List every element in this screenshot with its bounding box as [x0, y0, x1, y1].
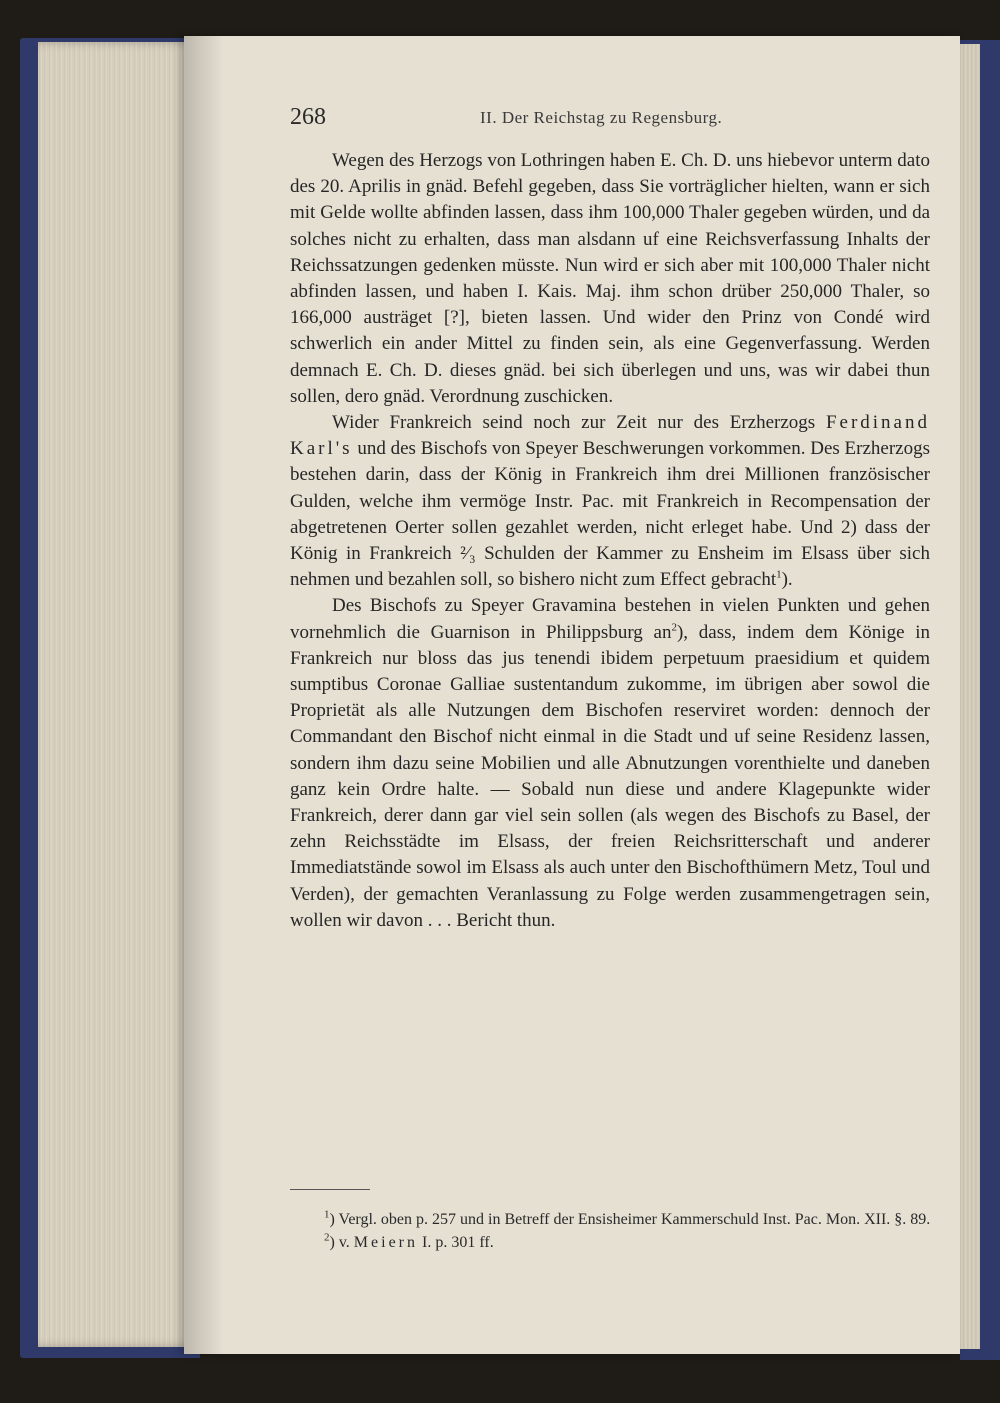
- fraction: ²⁄₃: [460, 543, 476, 565]
- footnote-mark-1: 1: [324, 1208, 330, 1221]
- paragraph-lothringen: Wegen des Herzogs von Lothringen haben E. Ch. D. uns hiebevor unterm dato des 20. Aprilis in gnäd. Befehl gegeben, dass Sie vorträglicher hielten, wann er sich mit Gelde wollte abfinden lassen, dass ihm 100,000 Thaler gegeben würden, und da solches nicht zu erhalten, dass man alsdann uf eine Reichsverfassung Inhalts der Reichssatzungen gedenken müsste. Nun wird er sich aber mit 100,000 Thaler nicht abfinden lassen, und haben I. Kais. Maj. ihm schon drüber 250,000 Thaler, so 166,000 austräget [?], bieten lassen. Und wider den Prinz von Condé wird schwerlich ein ander Mittel zu finden sein, als eine Gegenverfassung. Werden demnach E. Ch. D. dieses gnäd. bei sich überlegen und uns, was wir dabei thun sollen, dero gnäd. Verordnung zuschicken.: [290, 150, 930, 407]
- author-name-meiern: Meiern: [353, 1234, 418, 1251]
- page-stack-right: [958, 44, 980, 1349]
- footnote-1: [290, 1208, 936, 1231]
- page-gutter-shadow: [184, 36, 224, 1354]
- person-name-ferdinand-karl: Ferdinand Karl's: [290, 412, 930, 460]
- page-header: [290, 104, 930, 134]
- footnotes: [290, 1208, 936, 1254]
- footnote-ref-1: 1: [776, 568, 782, 581]
- text-run: Wider Frankreich seind noch zur Zeit nur des Erzherzogs: [332, 412, 826, 434]
- paragraph-frankreich: [290, 410, 930, 593]
- footnote-ref-2: 2: [671, 621, 677, 634]
- footnote-mark-2: 2: [324, 1231, 330, 1244]
- body-text: [290, 148, 930, 934]
- footnote-divider: [290, 1189, 370, 1190]
- footnote-text: ) v.: [329, 1234, 354, 1251]
- text-run: Schulden der Kammer zu Ensheim im Elsass über sich nehmen und bezahlen soll, so bishero nicht zum Effect gebracht: [290, 543, 930, 591]
- page-stack-left: [38, 42, 198, 1347]
- paragraph-speyer: [290, 593, 930, 934]
- book-page: [184, 36, 960, 1354]
- footnote-text: ) Vergl. oben p. 257 und in Betreff der Ensisheimer Kammerschuld Inst. Pac. Mon. XII. §. 89.: [329, 1211, 931, 1228]
- text-run: Des Bischofs zu Speyer Gravamina bestehen in vielen Punkten und gehen vornehmlich die Guarnison in Philippsburg an: [290, 595, 930, 643]
- text-run: ), dass, indem dem Könige in Frankreich nur bloss das jus tenendi ibidem perpetuum praesidium et quidem sumptibus Coronae Galliae sustentandum zukomme, im übrigen aber sowol die Proprietät als alle Nutzungen dem Bischofen reserviret worden: dennoch der Commandant den Bischof nicht einmal in die Stadt und uf seine Residenz lassen, sondern ihm dazu seine Mobilien und alle Abnutzungen vorenthielte und daneben ganz kein Ordre halte. — Sobald nun diese und andere Klagepunkte wider Frankreich, derer dann gar viel sein sollen (als wegen des Bischofs zu Basel, der zehn Reichsstädte im Elsass, der freien Reichsritterschaft und anderer Immediatstände sowol im Elsass als auch unter den Bischofthümern Metz, Toul und Verden), der gemachten Veranlassung zu Folge werden zusammengetragen sein, wollen wir davon . . . Bericht thun.: [290, 621, 931, 931]
- page-number: 268: [290, 104, 326, 130]
- running-head: II. Der Reichstag zu Regensburg.: [480, 108, 723, 127]
- text-run: und des Bischofs von Speyer Beschwerungen vorkommen. Des Erzherzogs bestehen darin, dass der König in Frankreich ihm drei Millionen französischer Gulden, welche ihm vermöge Instr. Pac. mit Frankreich in Recompensation der abgetretenen Oerter sollen gezahlet werden, nicht erleget habe. Und 2) dass der König in Frankreich: [290, 438, 930, 565]
- text-run: ).: [781, 569, 793, 591]
- footnote-text: I. p. 301 ff.: [418, 1234, 494, 1251]
- footnote-2: [290, 1231, 936, 1254]
